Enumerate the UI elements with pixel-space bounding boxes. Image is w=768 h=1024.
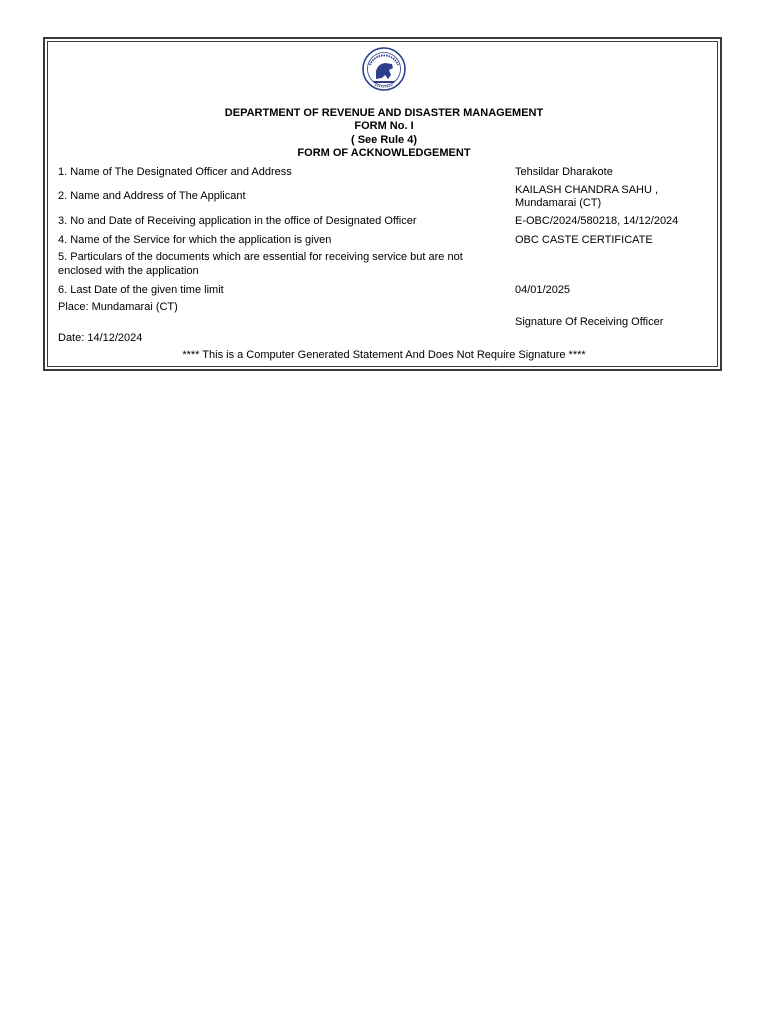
row-5-label-line2: enclosed with the application [58,265,199,277]
date-text: Date: 14/12/2024 [58,332,143,344]
form-number: FORM No. I [354,120,414,132]
form-title: FORM OF ACKNOWLEDGEMENT [297,147,471,159]
rule-reference: ( See Rule 4) [350,134,418,146]
row-2-value-line1: KAILASH CHANDRA SAHU , [515,184,659,196]
department-title: DEPARTMENT OF REVENUE AND DISASTER MANAGEMENT [224,107,544,119]
row-4-label: 4. Name of the Service for which the application is given [58,234,332,246]
row-2-label: 2. Name and Address of The Applicant [58,190,246,202]
row-5-label-line1: 5. Particulars of the documents which are essential for receiving service but are not [58,251,463,263]
signature-label: Signature Of Receiving Officer [515,316,664,328]
row-3-value: E-OBC/2024/580218, 14/12/2024 [515,215,679,227]
row-4-value: OBC CASTE CERTIFICATE [515,234,653,246]
row-6-value: 04/01/2025 [515,284,571,296]
place-text: Place: Mundamarai (CT) [58,301,178,313]
row-3-label: 3. No and Date of Receiving application in the office of Designated Officer [58,215,417,227]
row-6-label: 6. Last Date of the given time limit [58,284,224,296]
government-emblem-icon [361,45,407,93]
row-1-value: Tehsildar Dharakote [515,166,613,178]
row-1-label: 1. Name of The Designated Officer and Address [58,166,292,178]
footer-note: **** This is a Computer Generated Statement And Does Not Require Signature **** [182,349,586,361]
row-2-value-line2: Mundamarai (CT) [515,197,602,209]
